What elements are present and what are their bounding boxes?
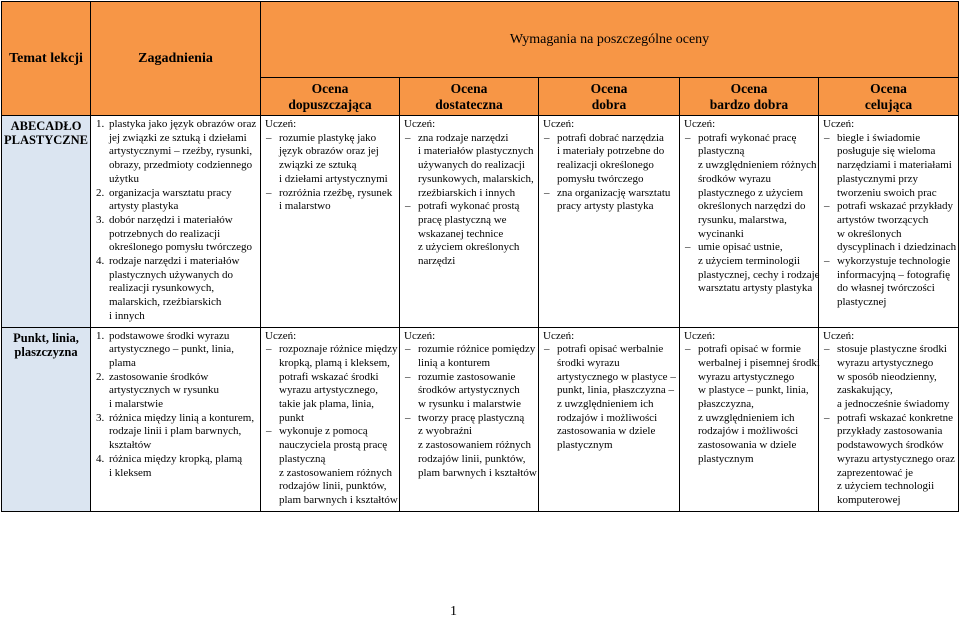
issue-number: 3. [96,213,105,226]
requirement-line: wyrazu artystycznego [698,370,795,383]
issue-text: podstawowe środki wyrazu [109,329,230,342]
issue-line [96,370,258,385]
topic-title [2,331,90,359]
issue-item [95,371,258,412]
requirement-line: podstawowych środków [837,439,944,452]
requirement-line: – rozumie różnice pomiędzy [418,343,536,357]
requirement-line: z uwzględnieniem ich [557,398,654,411]
issue-text: plastycznych używanych do [109,268,234,281]
requirement-line: – tworzy pracę plastyczną [418,412,536,426]
requirement-item [404,132,536,201]
grade-label: Ocena [730,80,768,96]
requirement-line: przykłady zastosowania [837,425,943,438]
requirement-line: rodzajów linii, punktów, [418,452,526,465]
requirement-line: plastycznej [837,296,887,309]
requirement-line: z uwzględnieniem ich [698,411,795,424]
page-number: 1 [450,604,457,619]
requirement-line: werbalnej i pisemnej środki [698,356,820,369]
header-grade-2 [400,78,539,116]
requirement-line: wyrazu artystycznego oraz [837,452,955,465]
grade-label: Ocena [590,80,628,96]
uczen-label: Uczeń: [265,329,297,342]
requirement-line: plam barwnych i kształtów [279,493,398,506]
header-grade-1 [261,78,400,116]
topic-title [2,119,90,147]
requirement-line: rodzajów i możliwości [698,425,799,438]
requirement-line: z użyciem określonych [418,241,520,254]
requirement-line: – rozumie plastykę jako [279,132,397,146]
issue-item [95,118,258,187]
header-row-1 [2,2,959,78]
requirement-line: plastyczną [279,452,326,465]
topic-cell [2,327,91,511]
issue-text: i innych [109,309,145,322]
issue-text: zastosowanie środków [109,370,209,383]
issue-number: 1. [96,329,105,342]
table-row [2,116,959,328]
requirement-item [404,343,536,370]
requirement-line: i materiałów plastycznych [418,145,534,158]
issue-line [96,186,258,201]
grade-cell-3 [539,116,680,328]
issue-item [95,187,258,214]
issue-number: 3. [96,411,105,424]
requirement-item [823,200,956,255]
requirement-item [684,241,820,296]
uczen-label: Uczeń: [265,118,297,130]
requirement-line: – stosuje plastyczne środki [837,343,956,357]
grade-name: dostateczna [435,96,503,112]
issue-item [95,453,258,480]
requirement-line: plam barwnych i kształtów [418,466,537,479]
grade-cell-3 [539,327,680,511]
issue-line [109,200,258,214]
uczen-label: Uczeń: [684,329,716,342]
issue-line [109,467,258,481]
uczen-label: Uczeń: [404,329,436,342]
requirement-line: zastosowania w dziele [698,439,797,452]
requirement-line: – potrafi wykonać pracę [698,132,816,146]
issue-line [109,425,258,439]
issue-number: 2. [96,186,105,199]
uczen-label: Uczeń: [823,118,855,130]
requirement-item [684,343,820,466]
requirement-item [265,425,397,507]
requirement-line: plastycznego z użyciem [698,186,804,199]
header-grade-3 [539,78,680,116]
issue-text: i kleksem [109,466,152,479]
uczen-label: Uczeń: [404,118,436,130]
requirement-line: z zastosowaniem różnych [418,439,532,452]
issue-line [96,452,258,467]
issue-line [109,310,258,324]
issue-item [95,255,258,324]
requirement-line: zaskakujący, [837,384,893,397]
grade-name: dopuszczająca [288,96,372,112]
issue-number: 2. [96,370,105,383]
issue-text: realizacji rysunkowych, [109,282,215,295]
requirement-line: artystycznego w plastyce – [557,370,676,383]
requirement-line: z uwzględnieniem różnych [698,159,817,172]
uczen-label: Uczeń: [823,329,855,342]
issue-line [109,228,258,242]
requirement-line: – potrafi opisać werbalnie [557,343,677,357]
requirement-line: z zastosowaniem różnych [279,466,393,479]
requirement-line: – zna rodzaje narzędzi [418,132,536,146]
issue-line [109,132,258,146]
issue-line [109,296,258,310]
requirement-line: takie jak plama, linia, [279,398,374,411]
grade-cell-4 [680,327,819,511]
issue-number: 4. [96,255,105,268]
requirement-line: dyscyplinach i dziedzinach [837,241,957,254]
issue-item [95,214,258,255]
grade-name: bardzo dobra [709,96,789,112]
issue-text: rodzaje linii i plam barwnych, [109,425,242,438]
requirement-line: do własnej twórczości [837,282,935,295]
requirement-line: punkt, linia, płaszczyzna – [557,384,674,397]
requirement-line: – potrafi wskazać konkretne [837,412,956,426]
requirement-line: – rozpoznaje różnice między [279,343,397,357]
issue-line [96,213,258,228]
requirement-line: – potrafi wykonać prostą [418,200,536,214]
issue-item [95,412,258,453]
uczen-label: Uczeń: [543,118,575,130]
requirement-line: pracę plastyczną we [418,213,507,226]
issue-line [109,173,258,187]
issue-line [109,343,258,357]
requirement-line: linią a konturem [418,356,491,369]
requirement-line: w sposób nieodzienny, [837,370,937,383]
grade-name: dobra [591,96,627,112]
grade-label: Ocena [870,80,907,96]
requirement-line: potrafi wskazać środki [279,370,379,383]
issue-text: artystycznych w rysunku [109,384,219,397]
requirement-line: – biegle i świadomie [837,132,956,146]
requirement-line: rysunkowych, malarskich, [418,172,534,185]
issue-line [96,118,258,132]
requirement-line: z użyciem technologii [837,480,935,493]
grade-cell-4 [680,116,819,328]
requirement-line: z użyciem terminologii [698,255,801,268]
requirement-line: tworzeniu swoich prac [837,186,937,199]
requirement-line: i malarstwo [279,200,331,213]
requirement-line: – rozróżnia rzeźbę, rysunek [279,187,397,201]
issue-line [109,145,258,159]
issue-line [96,329,258,344]
requirement-line: plastycznym [698,452,754,465]
requirement-item [265,132,397,187]
requirement-line: – potrafi dobrać narzędzia [557,132,677,146]
requirement-line: środki wyrazu [557,356,620,369]
requirement-line: rodzajów linii, punktów, [279,480,387,493]
requirement-line: plastycznymi przy [837,172,918,185]
issue-line [109,398,258,412]
requirement-line: narzędzi [418,255,456,268]
requirement-item [404,412,536,481]
requirement-line: narzędziami i materiałami [837,159,952,172]
issue-line [96,411,258,426]
grade-cell-5 [819,327,959,511]
grade-cell-1 [261,327,400,511]
requirement-line: zaprezentować je [837,466,914,479]
requirement-line: używanych do realizacji [418,159,525,172]
requirement-line: – rozumie zastosowanie [418,371,536,385]
requirement-item [543,187,677,214]
requirement-line: rzeźbiarskich i innych [418,186,516,199]
requirement-line: – umie opisać ustnie, [698,241,816,255]
grade-label: Ocena [450,80,488,96]
issue-line [109,269,258,283]
issue-text: i malarstwie [109,398,164,411]
requirement-item [823,132,956,201]
issue-text: potrzebnych do realizacji [109,227,221,240]
header-wymagania: Wymagania na poszczególne oceny [261,2,959,78]
requirement-line: środków artystycznych [418,384,520,397]
requirement-item [823,255,956,310]
grade-label: Ocena [311,80,349,96]
requirement-line: a jednocześnie świadomy [837,398,950,411]
header-temat: Temat lekcji [2,2,91,116]
grade-cell-1 [261,116,400,328]
grade-name: celująca [864,96,913,112]
issue-line [109,384,258,398]
header-zagadnienia: Zagadnienia [91,2,261,116]
requirement-line: plastycznej, cechy i rodzaje [698,268,820,281]
issue-text: artystycznego – punkt, linia, [109,343,234,356]
requirement-line: nauczyciela prostą pracę [279,439,388,452]
requirement-line: informacyjną – fotografię [837,268,951,281]
requirement-line: środków wyrazu [698,172,772,185]
issue-text: artystycznymi – rzeźby, rysunki, [109,145,253,158]
issue-text: obrazy, przedmioty codziennego [109,159,253,172]
requirement-line: wskazanej technice [418,227,504,240]
requirement-line: – zna organizację warsztatu [557,187,677,201]
requirement-item [543,343,677,453]
grade-cell-2 [400,116,539,328]
header-grade-4 [680,78,819,116]
topic-line: plaszczyzna [14,344,78,359]
requirement-line: punkt [279,411,305,424]
header-grade-5 [819,78,959,116]
requirement-line: – potrafi wskazać przykłady [837,200,956,214]
requirement-line: płaszczyzna, [698,398,754,411]
requirement-item [543,132,677,187]
issue-text: rodzaje narzędzi i materiałów [109,255,240,268]
issue-text: określonego pomysłu twórczego [109,241,252,254]
grade-cell-2 [400,327,539,511]
requirement-line: pracy artysty plastyka [557,200,654,213]
requirement-line: z wyobraźni [418,425,473,438]
requirement-item [684,132,816,242]
issue-number: 4. [96,452,105,465]
requirement-item [823,343,956,412]
requirement-line: określonych narzędzi do [698,200,806,213]
requirement-item [265,187,397,214]
grade-cell-5 [819,116,959,328]
requirement-line: związki ze sztuką [279,159,357,172]
issue-text: plama [109,356,136,369]
issue-line [109,357,258,371]
requirement-item [265,343,397,425]
issue-text: artysty plastyka [109,200,179,213]
issue-line [96,255,258,269]
requirements-table [1,1,959,512]
requirement-line: w rysunku i malarstwie [418,398,521,411]
topic-line: Punkt, linia, [13,330,79,345]
requirement-line: kropką, plamą i kleksem, [279,356,390,369]
requirement-line: zastosowania w dziele [557,425,656,438]
requirement-line: i dziełami artystycznymi [279,172,388,185]
requirement-line: artystów tworzących [837,213,929,226]
issue-text: użytku [109,172,139,185]
requirement-line: język obrazów oraz jej [279,145,379,158]
requirement-item [404,200,536,269]
issue-text: dobór narzędzi i materiałów [109,213,233,226]
requirement-line: i materiały potrzebne do [557,145,665,158]
requirement-line: rysunku, malarstwa, [698,213,787,226]
issue-line [109,241,258,255]
topic-line: ABECADŁO [10,119,82,133]
requirement-line: wyrazu artystycznego, [279,384,378,397]
requirement-line: posługuje się wieloma [837,145,936,158]
issue-text: plastyka jako język obrazów oraz [109,118,257,130]
requirement-line: w plastyce – punkt, linia, [698,384,809,397]
issues-cell [91,116,261,328]
requirement-line: plastyczną [698,145,745,158]
issue-text: jej związki ze sztuką i dziełami [109,131,247,144]
issue-number: 1. [96,118,105,130]
requirement-line: warsztatu artysty plastyka [698,282,813,295]
requirement-line: pomysłu twórczego [557,172,644,185]
uczen-label: Uczeń: [684,118,716,130]
requirement-item [823,412,956,508]
topic-line: PLASTYCZNE [3,133,89,147]
requirement-item [404,371,536,412]
requirement-line: rodzajów i możliwości [557,411,658,424]
requirement-line: – potrafi opisać w formie [698,343,816,357]
issues-cell [91,327,261,511]
issue-text: organizacja warsztatu pracy [109,186,232,199]
requirement-line: realizacji określonego [557,159,654,172]
issue-text: różnica między kropką, plamą [109,452,243,465]
requirement-line: wyrazu artystycznego [837,356,934,369]
requirement-line: komputerowej [837,493,901,506]
requirement-line: plastycznym [557,439,613,452]
uczen-label: Uczeń: [543,329,575,342]
issue-item [95,330,258,371]
requirement-line: w określonych [837,227,902,240]
topic-cell [2,116,91,328]
issue-text: malarskich, rzeźbiarskich [109,296,222,309]
issue-line [109,439,258,453]
requirement-line: – wykonuje z pomocą [279,425,397,439]
issue-line [109,282,258,296]
issue-text: kształtów [109,439,152,452]
table-row [2,327,959,511]
requirement-line: – wykorzystuje technologie [837,255,956,269]
issue-text: różnica między linią a konturem, [109,411,255,424]
issue-line [109,159,258,173]
requirement-line: wycinanki [698,227,744,240]
